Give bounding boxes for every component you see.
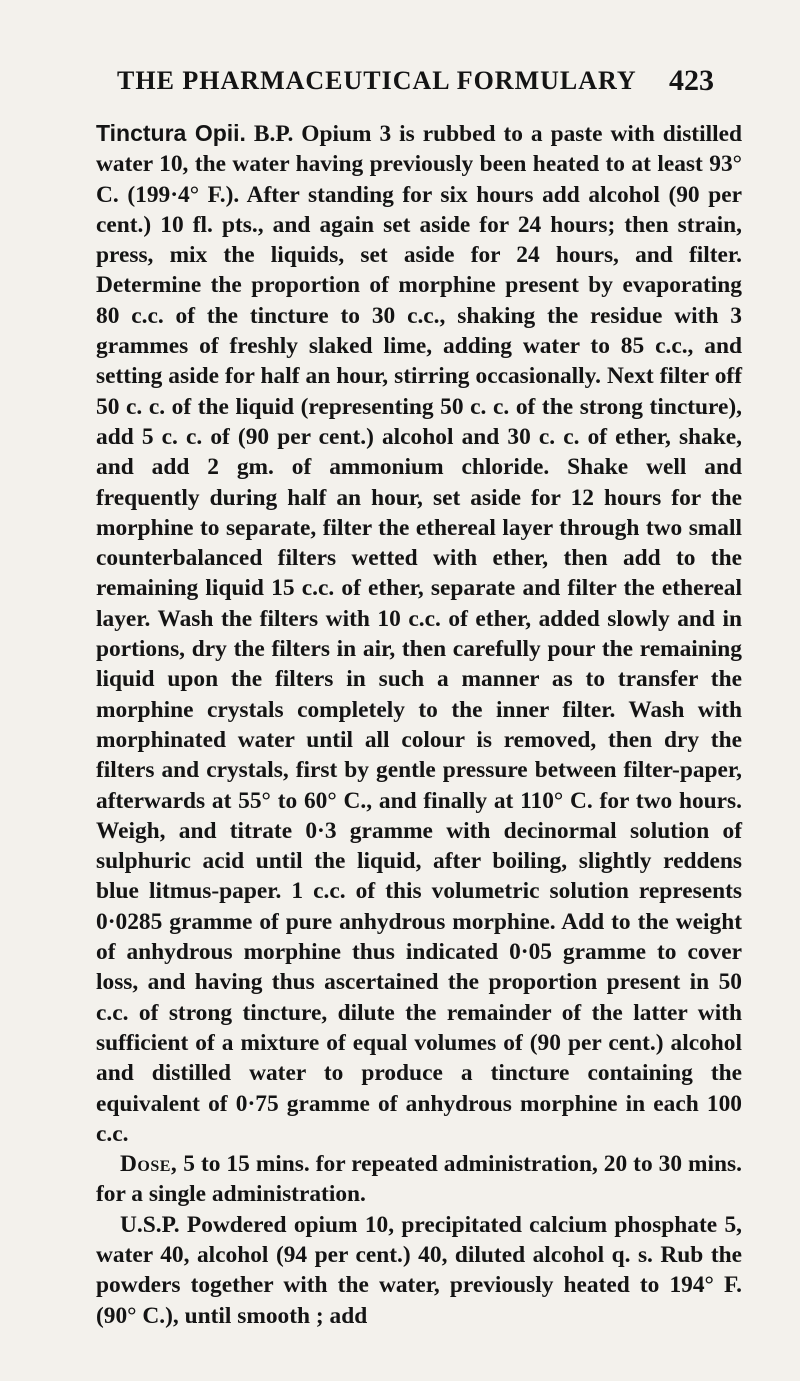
dose-text: 5 to 15 mins. for repeated administration, 20 to 30 mins. for a single administration. bbox=[96, 1151, 742, 1208]
dose-paragraph bbox=[96, 1149, 742, 1210]
running-head bbox=[112, 66, 714, 100]
dose-label: Dose, bbox=[120, 1151, 178, 1178]
entry-title: Tinctura Opii. bbox=[96, 120, 246, 146]
running-title: THE PHARMACEUTICAL FORMULARY bbox=[117, 66, 637, 95]
bp-text: B.P. Opium 3 is rubbed to a paste with distilled water 10, the water having previously been heated to at least 93° C. (199·4° F.). After standing for six hours add alcohol (90 per cent.) 10 fl. pts., and again set aside for 24 hours; then strain, press, mix the liquids, set aside for 24 hours, and filter. Determine the proportion of morphine present by evaporating 80 c.c. of the tincture to 30 c.c., shaking the residue with 3 grammes of freshly slaked lime, adding water to 85 c.c., and setting aside for half an hour, stirring occasionally. Next filter off 50 c. c. of the liquid (representing 50 c. c. of the strong tincture), add 5 c. c. of (90 per cent.) alcohol and 30 c. c. of ether, shake, and add 2 gm. of ammonium chloride. Shake well and frequently during half an hour, set aside for 12 hours for the morphine to separate, filter the ethereal layer through two small counterbalanced filters wetted with ether, then add to the remaining liquid 15 c.c. of ether, separate and filter the ethereal layer. Wash the filters with 10 c.c. of ether, added slowly and in portions, dry the filters in air, then carefully pour the remaining liquid upon the filters in such a manner as to transfer the morphine crystals completely to the inner filter. Wash with morphinated water until all colour is removed, then dry the filters and crystals, first by gentle pressure between filter-paper, afterwards at 55° to 60° C., and finally at 110° C. for two hours. Weigh, and titrate 0·3 gramme with decinormal solution of sulphuric acid until the liquid, after boiling, slightly reddens blue litmus-paper. 1 c.c. of this volumetric solution represents 0·0285 gramme of pure anhydrous morphine. Add to the weight of anhydrous morphine thus indicated 0·05 gramme to cover loss, and having thus ascertained the proportion present in 50 c.c. of strong tincture, dilute the remainder of the latter with sufficient of a mixture of equal volumes of (90 per cent.) alcohol and distilled water to produce a tincture containing the equivalent of 0·75 gramme of anhydrous morphine in each 100 c.c. bbox=[96, 121, 742, 1147]
body-text bbox=[96, 118, 742, 1331]
bp-paragraph bbox=[96, 118, 742, 1149]
page-number: 423 bbox=[669, 64, 714, 97]
usp-paragraph bbox=[96, 1210, 742, 1331]
usp-text: U.S.P. Powdered opium 10, precipitated calcium phosphate 5, water 40, alcohol (94 per cent.) 40, diluted alcohol q. s. Rub the powders together with the water, previously heated to 194° F. (90° C.), until smooth ; add bbox=[96, 1211, 742, 1329]
